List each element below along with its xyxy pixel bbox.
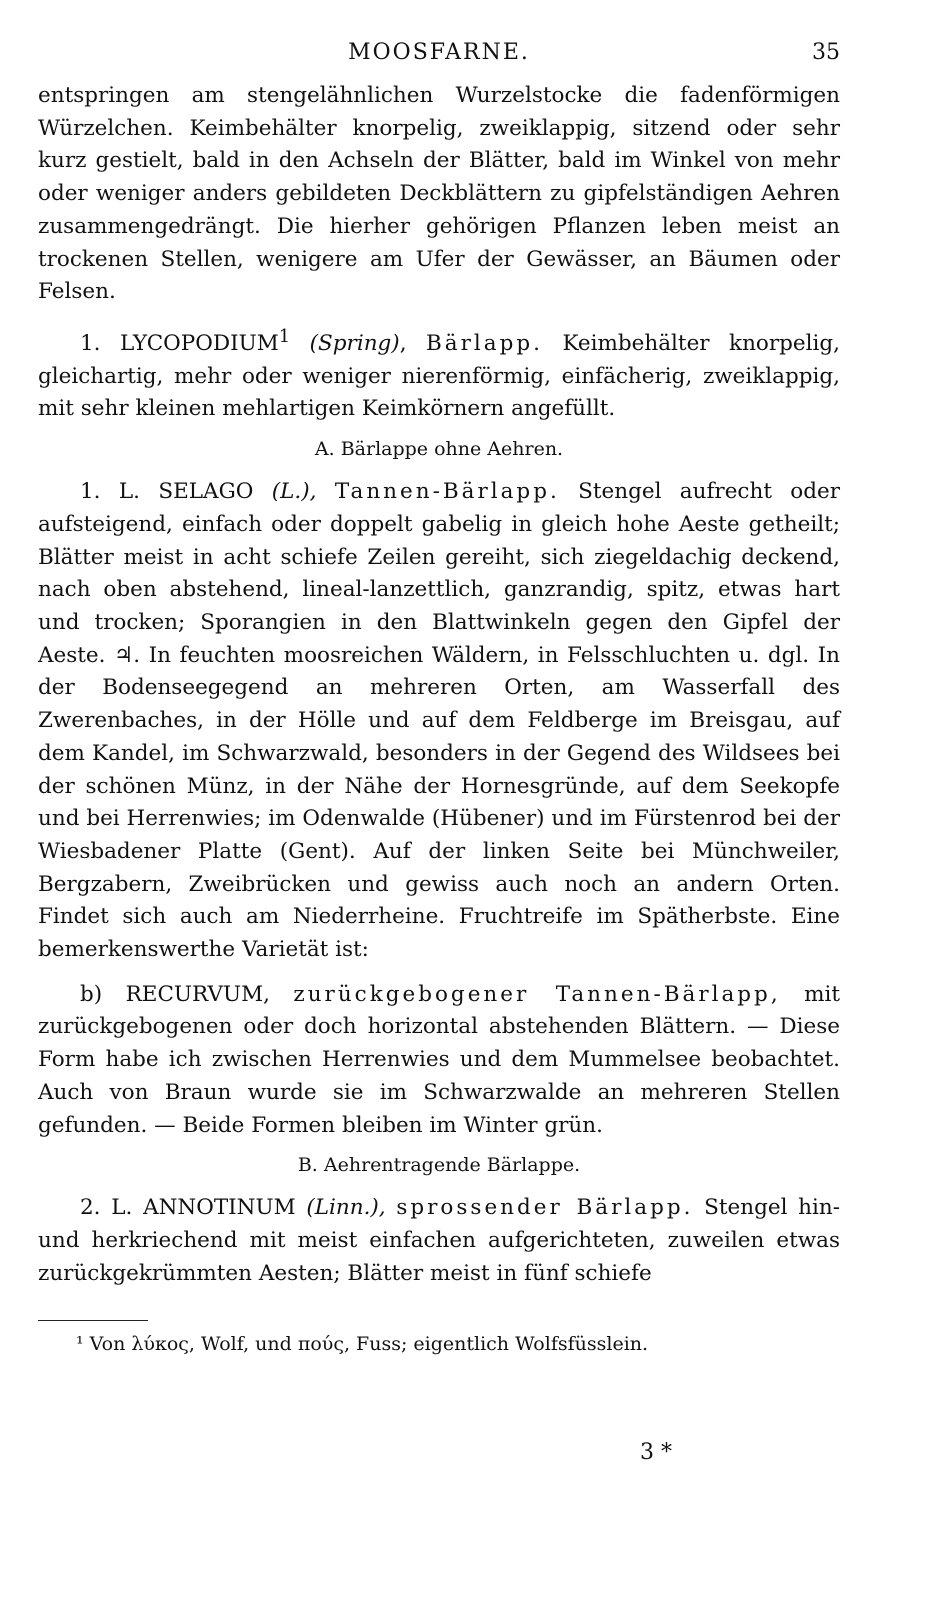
variety-paragraph <box>38 979 840 1143</box>
species-number: 1. L. <box>80 479 140 505</box>
footnote: ¹ Von λύκος, Wolf, und πούς, Fuss; eigentlich Wolfsfüsslein. <box>76 1333 649 1356</box>
species-name: ANNOTINUM <box>143 1195 296 1221</box>
footnote-rule <box>38 1320 148 1321</box>
genus-common-name: Bärlapp. <box>426 331 543 357</box>
intro-paragraph: entspringen am stengelähnlichen Wurzelstocke die fadenförmigen Würzelchen. Keimbehälter knorpelig, zweiklappig, sitzend oder sehr kurz gestielt, bald in den Achseln der Blätter, bald im Winkel von mehr oder weniger anders gebildeten Deckblättern zu gipfelständigen Aehren zusammengedrängt. Die hierher gehörigen Pflanzen leben meist an trockenen Stellen, wenigere am Ufer der Gewässer, an Bäumen oder Felsen. <box>38 83 840 305</box>
running-title: MOOSFARNE. <box>348 40 530 65</box>
genus-description: Keimbehälter knorpelig, gleichartig, mehr oder weniger nierenförmig, einfächerig, zweiklappig, mit sehr kleinen mehlartigen Keimkörnern angefüllt. <box>38 331 840 422</box>
species-annotinum-paragraph <box>38 1192 840 1290</box>
section-heading-b: B. Aehrentragende Bärlappe. <box>297 1154 581 1177</box>
species-text: Stengel hin- und herkriechend mit meist einfachen aufgerichteten, zuweilen etwas zurückgekrümmten Aesten; Blätter meist in fünf schiefe <box>38 1195 840 1286</box>
variety-label: b) <box>80 981 103 1007</box>
species-name: SELAGO <box>158 479 254 505</box>
page-number: 35 <box>812 40 840 65</box>
signature-mark: 3 * <box>640 1440 672 1465</box>
variety-name: RECURVUM, <box>125 981 270 1007</box>
species-common-name: sprossender Bärlapp. <box>396 1195 694 1221</box>
species-number: 2. L. <box>80 1195 133 1221</box>
genus-paragraph: 1. LYCOPODIUM$^1$ (Spring), Bärlapp. Keimbehälter knorpelig, gleichartig, mehr oder weniger nierenförmig, einfächerig, zweiklappig, mit sehr kleinen mehlartigen Keimkörnern angefüllt. <box>38 325 840 422</box>
variety-common-name: zurückgebogener Tannen-Bärlapp, <box>293 981 781 1007</box>
book-page <box>38 40 840 1359</box>
genus-name: LYCOPODIUM <box>120 331 279 357</box>
page-header <box>38 40 840 80</box>
genus-author: (Spring) <box>309 331 400 357</box>
genus-number: 1. <box>80 331 101 357</box>
species-selago-paragraph <box>38 476 840 967</box>
species-common-name: Tannen-Bärlapp. <box>334 479 560 505</box>
species-author: (L.), <box>271 479 317 505</box>
section-heading-a: A. Bärlappe ohne Aehren. <box>314 438 564 461</box>
footnote-mark: 1 <box>278 325 291 347</box>
species-text: Stengel aufrecht oder aufsteigend, einfach oder doppelt gabelig in gleich hohe Aeste getheilt; Blätter meist in acht schiefe Zeilen gereiht, sich ziegeldachig deckend, nach oben abstehend, lineal-lanzettlich, ganzrandig, spitz, etwas hart und trocken; Sporangien in den Blattwinkeln gegen den Gipfel der Aeste. ♃. In feuchten moosreichen Wäldern, in Felsschluchten u. dgl. In der Bodenseegegend an mehreren Orten, am Wasserfall des Zwerenbaches, in der Hölle und auf dem Feldberge im Breisgau, auf dem Kandel, im Schwarzwald, besonders in der Gegend des Wildsees bei der schönen Münz, in der Nähe der Hornesgründe, auf dem Seekopfe und bei Herrenwies; im Odenwalde (Hübener) und im Fürstenrod bei der Wiesbadener Platte (Gent). Auf der linken Seite bei Münchweiler, Bergzabern, Zweibrücken und gewiss auch noch an andern Orten. Findet sich auch am Niederrheine. Fruchtreife im Spätherbste. Eine bemerkenswerthe Varietät ist: <box>38 479 841 963</box>
species-author: (Linn.), <box>306 1195 386 1221</box>
variety-text: mit zurückgebogenen oder doch horizontal abstehenden Blättern. — Diese Form habe ich zwischen Herrenwies und dem Mummelsee beobachtet. Auch von Braun wurde sie im Schwarzwalde an mehreren Stellen gefunden. — Beide Formen bleiben im Winter grün. <box>38 981 840 1138</box>
